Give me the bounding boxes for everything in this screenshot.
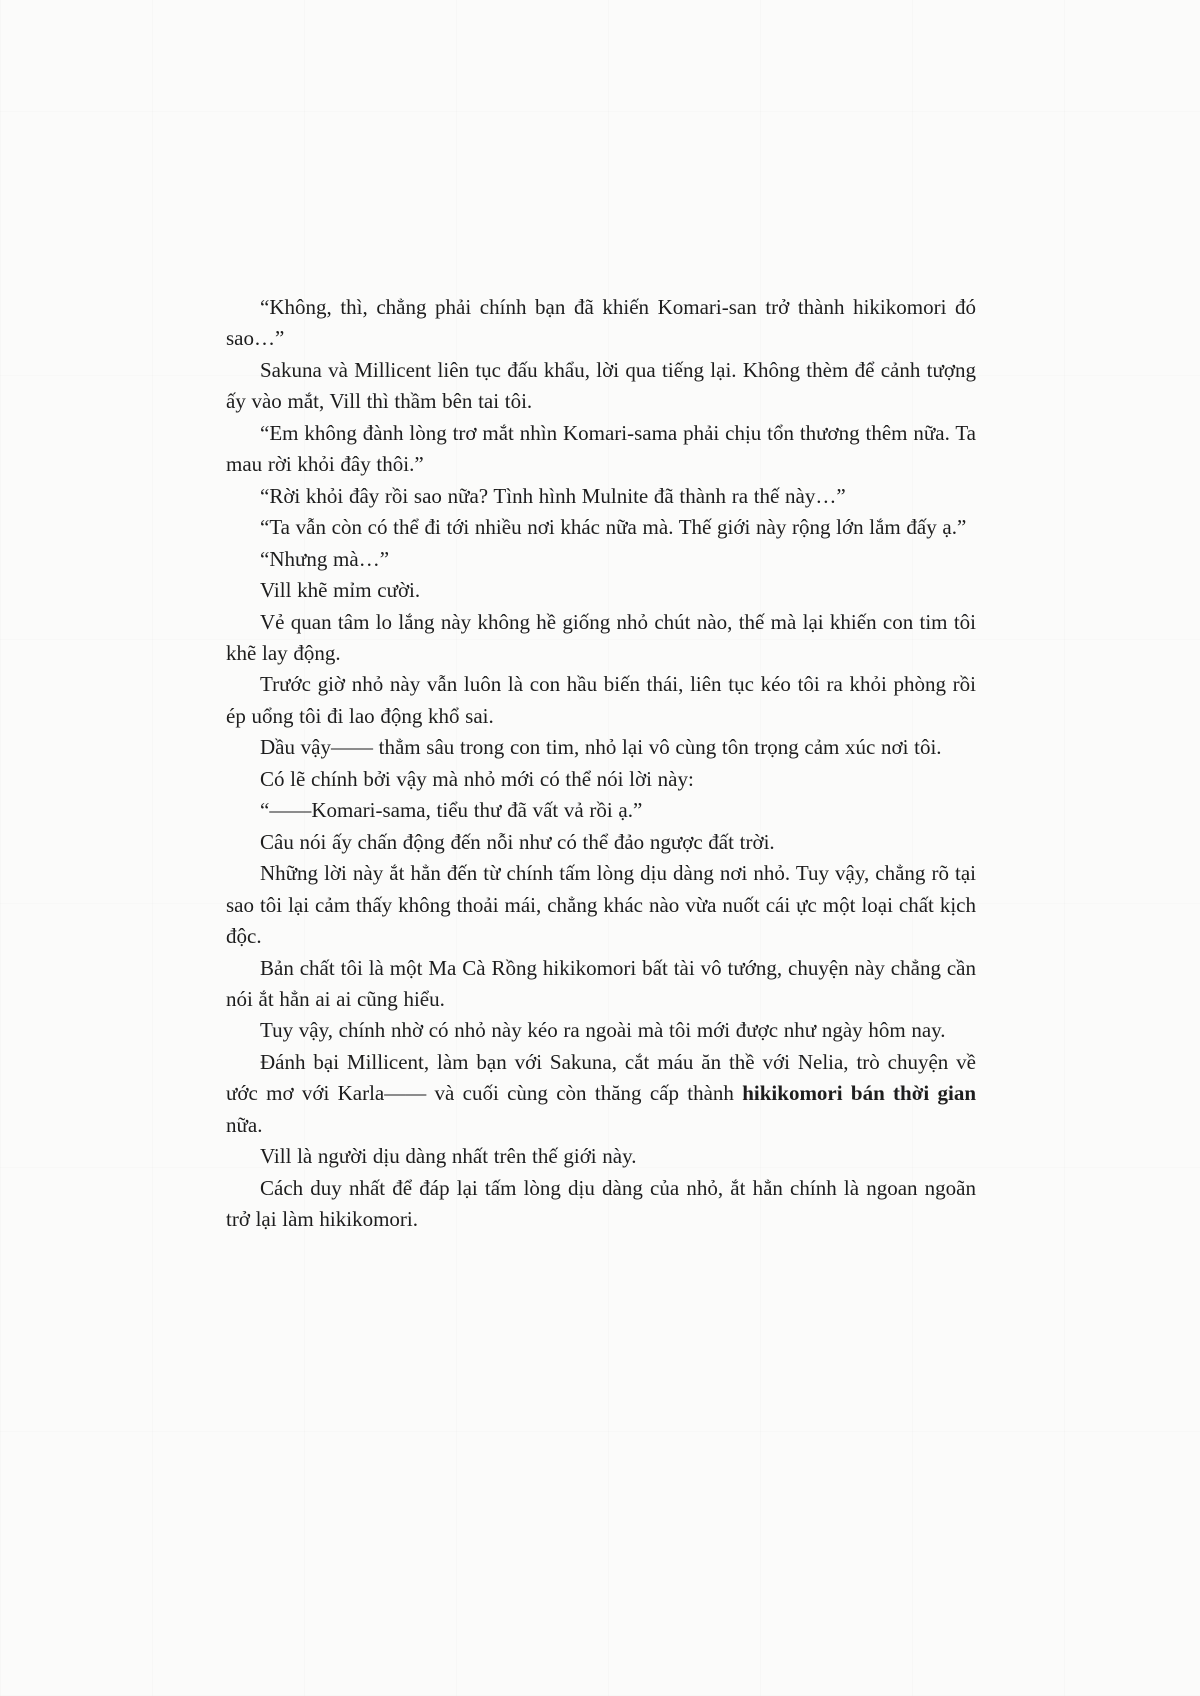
paragraph: “——Komari-sama, tiểu thư đã vất vả rồi ạ.” (260, 798, 643, 823)
paragraph: “Rời khỏi đây rồi sao nữa? Tình hình Mulnite đã thành ra thế này…” (260, 483, 846, 508)
paragraph: Vill là người dịu dàng nhất trên thế giới này. (260, 1144, 637, 1169)
paragraph: Sakuna và Millicent liên tục đấu khẩu, lời qua tiếng lại. Không thèm để cảnh tượng ấy vào mắt, Vill thì thầm bên tai tôi. (226, 357, 976, 414)
paragraph: “Ta vẫn còn có thể đi tới nhiều nơi khác nữa mà. Thế giới này rộng lớn lắm đấy ạ.” (260, 515, 967, 540)
paragraph: “Em không đành lòng trơ mắt nhìn Komari-sama phải chịu tổn thương thêm nữa. Ta mau rời khỏi đây thôi.” (226, 420, 976, 477)
text-block (226, 292, 976, 1236)
paragraph: Vẻ quan tâm lo lắng này không hề giống nhỏ chút nào, thế mà lại khiến con tim tôi khẽ lay động. (226, 609, 976, 665)
paragraph: “Không, thì, chẳng phải chính bạn đã khiến Komari-san trở thành hikikomori đó sao…” (226, 295, 976, 351)
paragraph: Có lẽ chính bởi vậy mà nhỏ mới có thể nói lời này: (260, 766, 694, 791)
paragraph: Bản chất tôi là một Ma Cà Rồng hikikomori bất tài vô tướng, chuyện này chẳng cần nói ắt hẳn ai ai cũng hiểu. (226, 955, 976, 1011)
paragraph: Cách duy nhất để đáp lại tấm lòng dịu dàng của nhỏ, ắt hẳn chính là ngoan ngoãn trở lại làm hikikomori. (226, 1175, 976, 1232)
paragraph: Câu nói ấy chấn động đến nỗi như có thể đảo ngược đất trời. (260, 829, 775, 854)
paragraph: Tuy vậy, chính nhờ có nhỏ này kéo ra ngoài mà tôi mới được như ngày hôm nay. (260, 1018, 946, 1043)
paragraph: “Nhưng mà…” (260, 546, 390, 571)
paragraph: Trước giờ nhỏ này vẫn luôn là con hầu biến thái, liên tục kéo tôi ra khỏi phòng rồi ép uổng tôi đi lao động khổ sai. (226, 672, 976, 728)
paragraph-with-bold (226, 1047, 976, 1141)
paragraph: Dầu vậy—— thẳm sâu trong con tim, nhỏ lại vô cùng tôn trọng cảm xúc nơi tôi. (260, 735, 942, 760)
paragraph-text: nữa. (226, 1112, 263, 1137)
paragraph-text: Đánh bại Millicent, làm bạn với Sakuna, cắt máu ăn thề với Nelia, trò chuyện về ước mơ với Karla—— và cuối cùng còn thăng cấp thành (226, 1049, 976, 1106)
bold-phrase: hikikomori bán thời gian (742, 1081, 977, 1106)
paragraph: Những lời này ắt hẳn đến từ chính tấm lòng dịu dàng nơi nhỏ. Tuy vậy, chẳng rõ tại sao tôi lại cảm thấy không thoải mái, chẳng khác nào vừa nuốt cái ực một loại chất kịch độc. (226, 861, 976, 949)
paragraph: Vill khẽ mỉm cười. (260, 578, 421, 603)
